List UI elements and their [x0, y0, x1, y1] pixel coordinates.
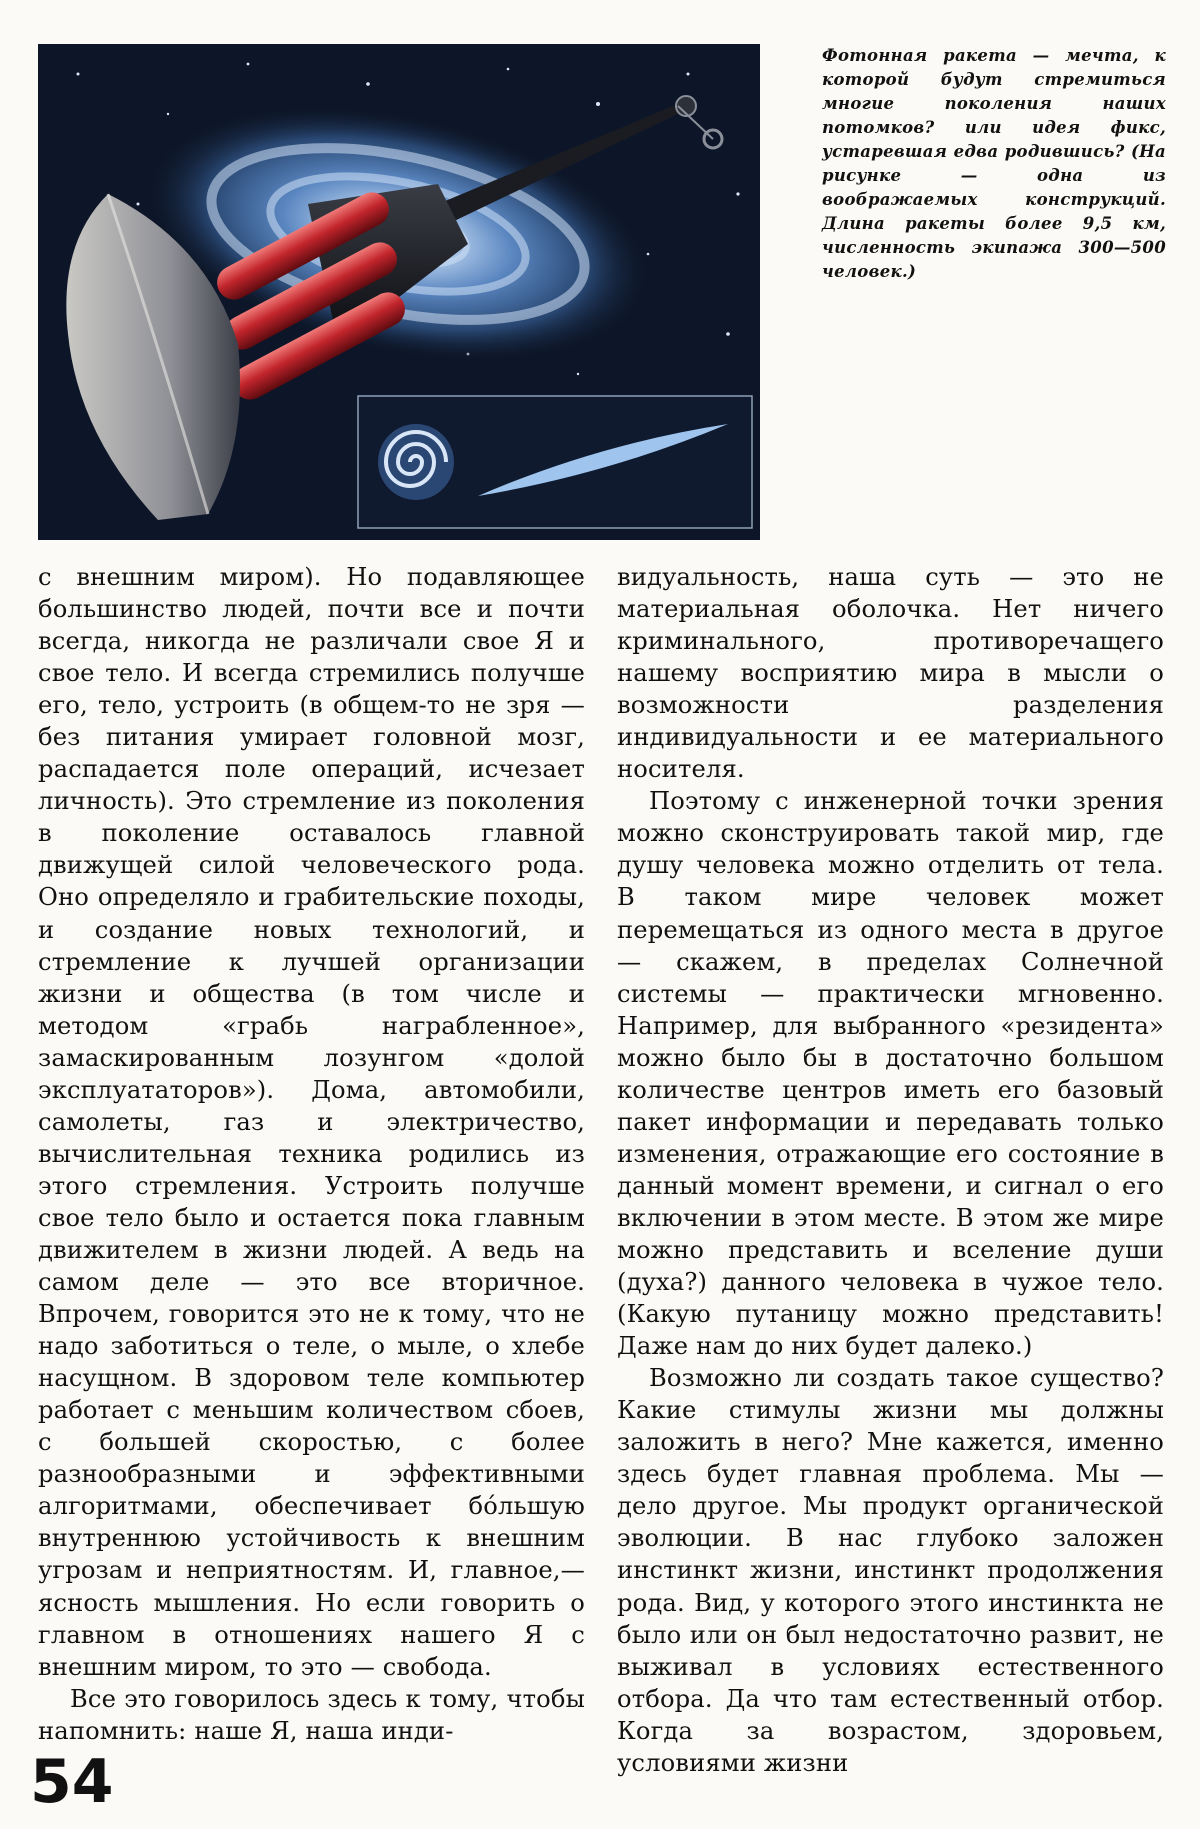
paragraph: Возможно ли создать такое существо? Какие стимулы жизни мы должны заложить в него? Мне кажется, именно здесь будет главная проблема. Мы — дело другое. Мы продукт органической эволюции. В нас глубоко заложен инстинкт жизни, инстинкт продолжения рода. Вид, у которого этого инстинкта не было или он был недостаточно развит, не выживал в условиях естественного отбора. Да что там естественный отбор. Когда за возрастом, здоровьем, условиями жизни: [617, 1364, 1164, 1777]
figure-caption: Фотонная ракета — мечта, к которой будут стремиться многие поколения наших потомков? или идея фикс, устаревшая едва родившись? (На рисунке — одна из воображаемых конструкций. Длина ракеты более 9,5 км, численность экипажа 300—500 человек.): [822, 46, 1166, 281]
rocket-galaxy-image: [38, 44, 760, 540]
article-column-right: [617, 561, 1164, 1779]
inset-spiral-galaxy: [378, 424, 454, 500]
page-number: 54: [30, 1747, 114, 1817]
photon-rocket-illustration: [38, 44, 760, 540]
paragraph: видуальность, наша суть — это не материальная оболочка. Нет ничего криминального, противоречащего нашему восприятию мира в мысли о возможности разделения индивидуальности и ее материального носителя.: [617, 563, 1164, 784]
article-column-left: [38, 561, 585, 1747]
paragraph: Все это говорилось здесь к тому, чтобы напомнить: наше Я, наша инди-: [38, 1684, 585, 1745]
paragraph: Поэтому с инженерной точки зрения можно сконструировать такой мир, где душу человека можно отделить от тела. В таком мире человек может перемещаться из одного места в другое — скажем, в пределах Солнечной системы — практически мгновенно. Например, для выбранного «резидента» можно было бы в достаточно большом количестве центров иметь его базовый пакет информации и передавать только изменения, отражающие его состояние в данный момент времени, и сигнал о его включении в этом месте. В этом же мире можно представить и вселение души (духа?) данного человека в чужое тело. (Какую путаницу можно представить! Даже нам до них будет далеко.): [617, 787, 1164, 1361]
paragraph: с внешним миром). Но подавляющее большинство людей, почти все и почти всегда, никогда не различали свое Я и свое тело. И всегда стремились получше его, тело, устроить (в общем-то не зря — без питания умирает головной мозг, распадается поле операций, исчезает личность). Это стремление из поколения в поколение оставалось главной движущей силой человеческого рода. Оно определяло и грабительские походы, и создание новых технологий, и стремление к лучшей организации жизни и общества (в том числе и методом «грабь награбленное», замаскированным лозунгом «долой эксплуататоров»). Дома, автомобили, самолеты, газ и электричество, вычислительная техника родились из этого стремления. Устроить получше свое тело было и остается пока главным движителем в жизни людей. А ведь на самом деле — это все вторичное. Впрочем, говорится это не к тому, что не надо заботиться о теле, о мыле, о хлебе насущном. В здоровом теле компьютер работает с меньшим количеством сбоев, с большей скоростью, с более разнообразными и эффективными алгоритмами, обеспечивает бóльшую внутреннюю устойчивость к внешним угрозам и неприятностям. И, главное,— ясность мышления. Но если говорить о главном в отношениях нашего Я с внешним миром, то это — свобода.: [38, 563, 585, 1681]
